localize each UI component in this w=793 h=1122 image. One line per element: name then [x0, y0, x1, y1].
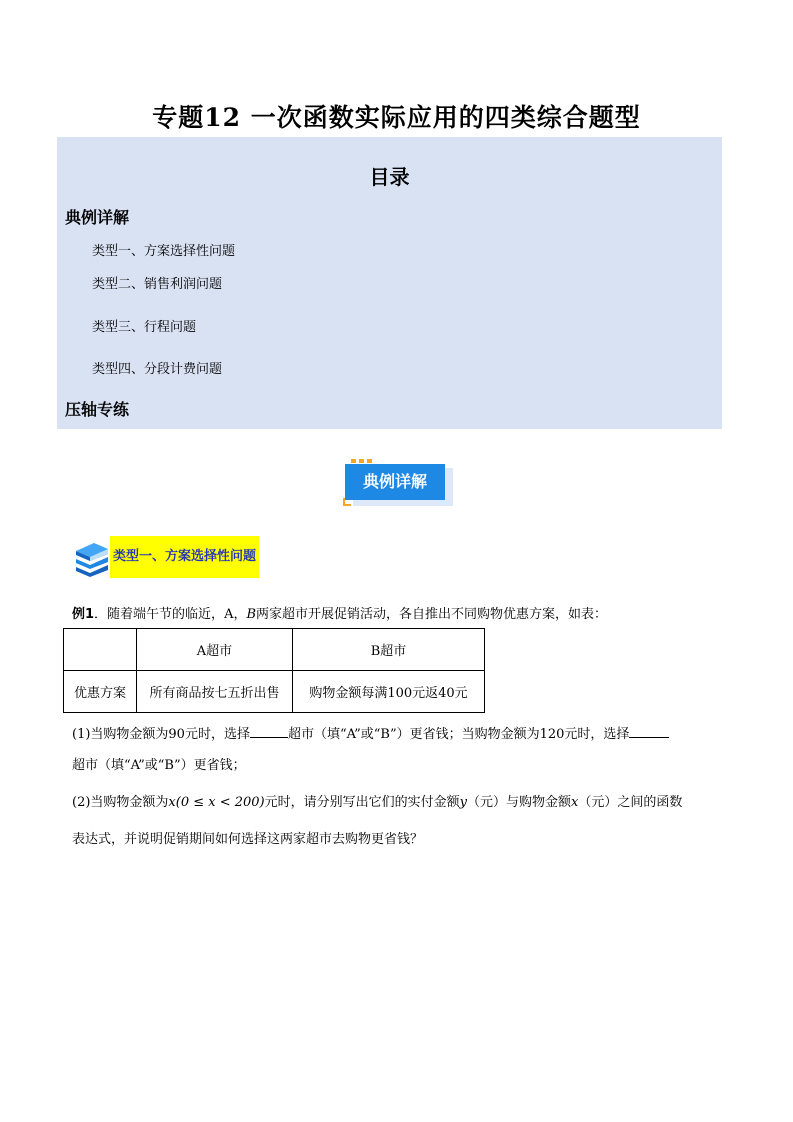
toc-item-type3[interactable]: 类型三、行程问题 — [92, 320, 197, 335]
toc-section-examples[interactable]: 典例详解 — [65, 208, 130, 227]
question-2-line-1 — [72, 791, 682, 810]
answer-blank-2[interactable] — [629, 724, 669, 738]
offer-table — [63, 628, 485, 713]
toc-item-type1[interactable]: 类型一、方案选择性问题 — [92, 244, 236, 259]
question-1-line-2: 超市（填“A”或“B”）更省钱； — [72, 758, 246, 773]
table-row-label: 优惠方案 — [64, 671, 137, 713]
table-cell-a: 所有商品按七五折出售 — [137, 671, 293, 713]
banner-label: 典例详解 — [345, 464, 445, 500]
var-x: x — [571, 795, 579, 810]
separator: ， — [233, 607, 247, 622]
var-a: A — [224, 607, 234, 622]
table-row — [64, 629, 485, 671]
q2-text-d: （元）之间的函数 — [578, 795, 683, 810]
q1-text-b: 超市（填“A”或“B”）更省钱；当购物金额为120元时，选择 — [287, 727, 630, 742]
toc-section-practice[interactable]: 压轴专练 — [65, 400, 130, 419]
type-heading: 类型一、方案选择性问题 — [110, 536, 259, 578]
banner-dots-decoration — [351, 459, 375, 463]
table-cell-b: 购物金额每满100元返40元 — [293, 671, 485, 713]
q1-text-a: (1)当购物金额为90元时，选择 — [72, 727, 250, 742]
q2-text-a: (2)当购物金额为 — [72, 795, 169, 810]
toc-heading: 目录 — [369, 165, 410, 189]
section-banner — [345, 462, 455, 508]
books-icon — [73, 540, 111, 578]
example-statement — [72, 603, 607, 622]
table-of-contents — [57, 137, 722, 429]
table-cell — [64, 629, 137, 671]
example-text: ．随着端午节的临近， — [94, 607, 225, 622]
banner-corner-decoration — [343, 498, 351, 506]
question-2-line-2: 表达式，并说明促销期间如何选择这两家超市去购物更省钱？ — [72, 832, 424, 847]
page-title: 专题12 一次函数实际应用的四类综合题型 — [152, 103, 641, 132]
question-1-line-1 — [72, 723, 669, 742]
example-label: 例1 — [72, 607, 95, 622]
q2-text-c: （元）与购物金额 — [467, 795, 572, 810]
toc-item-type4[interactable]: 类型四、分段计费问题 — [92, 362, 223, 377]
table-header-a: A超市 — [137, 629, 293, 671]
toc-item-type2[interactable]: 类型二、销售利润问题 — [92, 277, 223, 292]
var-b: B — [246, 607, 257, 622]
var-y: y — [459, 795, 468, 810]
table-row — [64, 671, 485, 713]
q2-expression: x(0 ≤ x < 200) — [168, 795, 265, 810]
answer-blank-1[interactable] — [250, 724, 288, 738]
q2-text-b: 元时，请分别写出它们的实付金额 — [264, 795, 460, 810]
example-text-2: 两家超市开展促销活动，各自推出不同购物优惠方案，如表： — [256, 607, 608, 622]
table-header-b: B超市 — [293, 629, 485, 671]
